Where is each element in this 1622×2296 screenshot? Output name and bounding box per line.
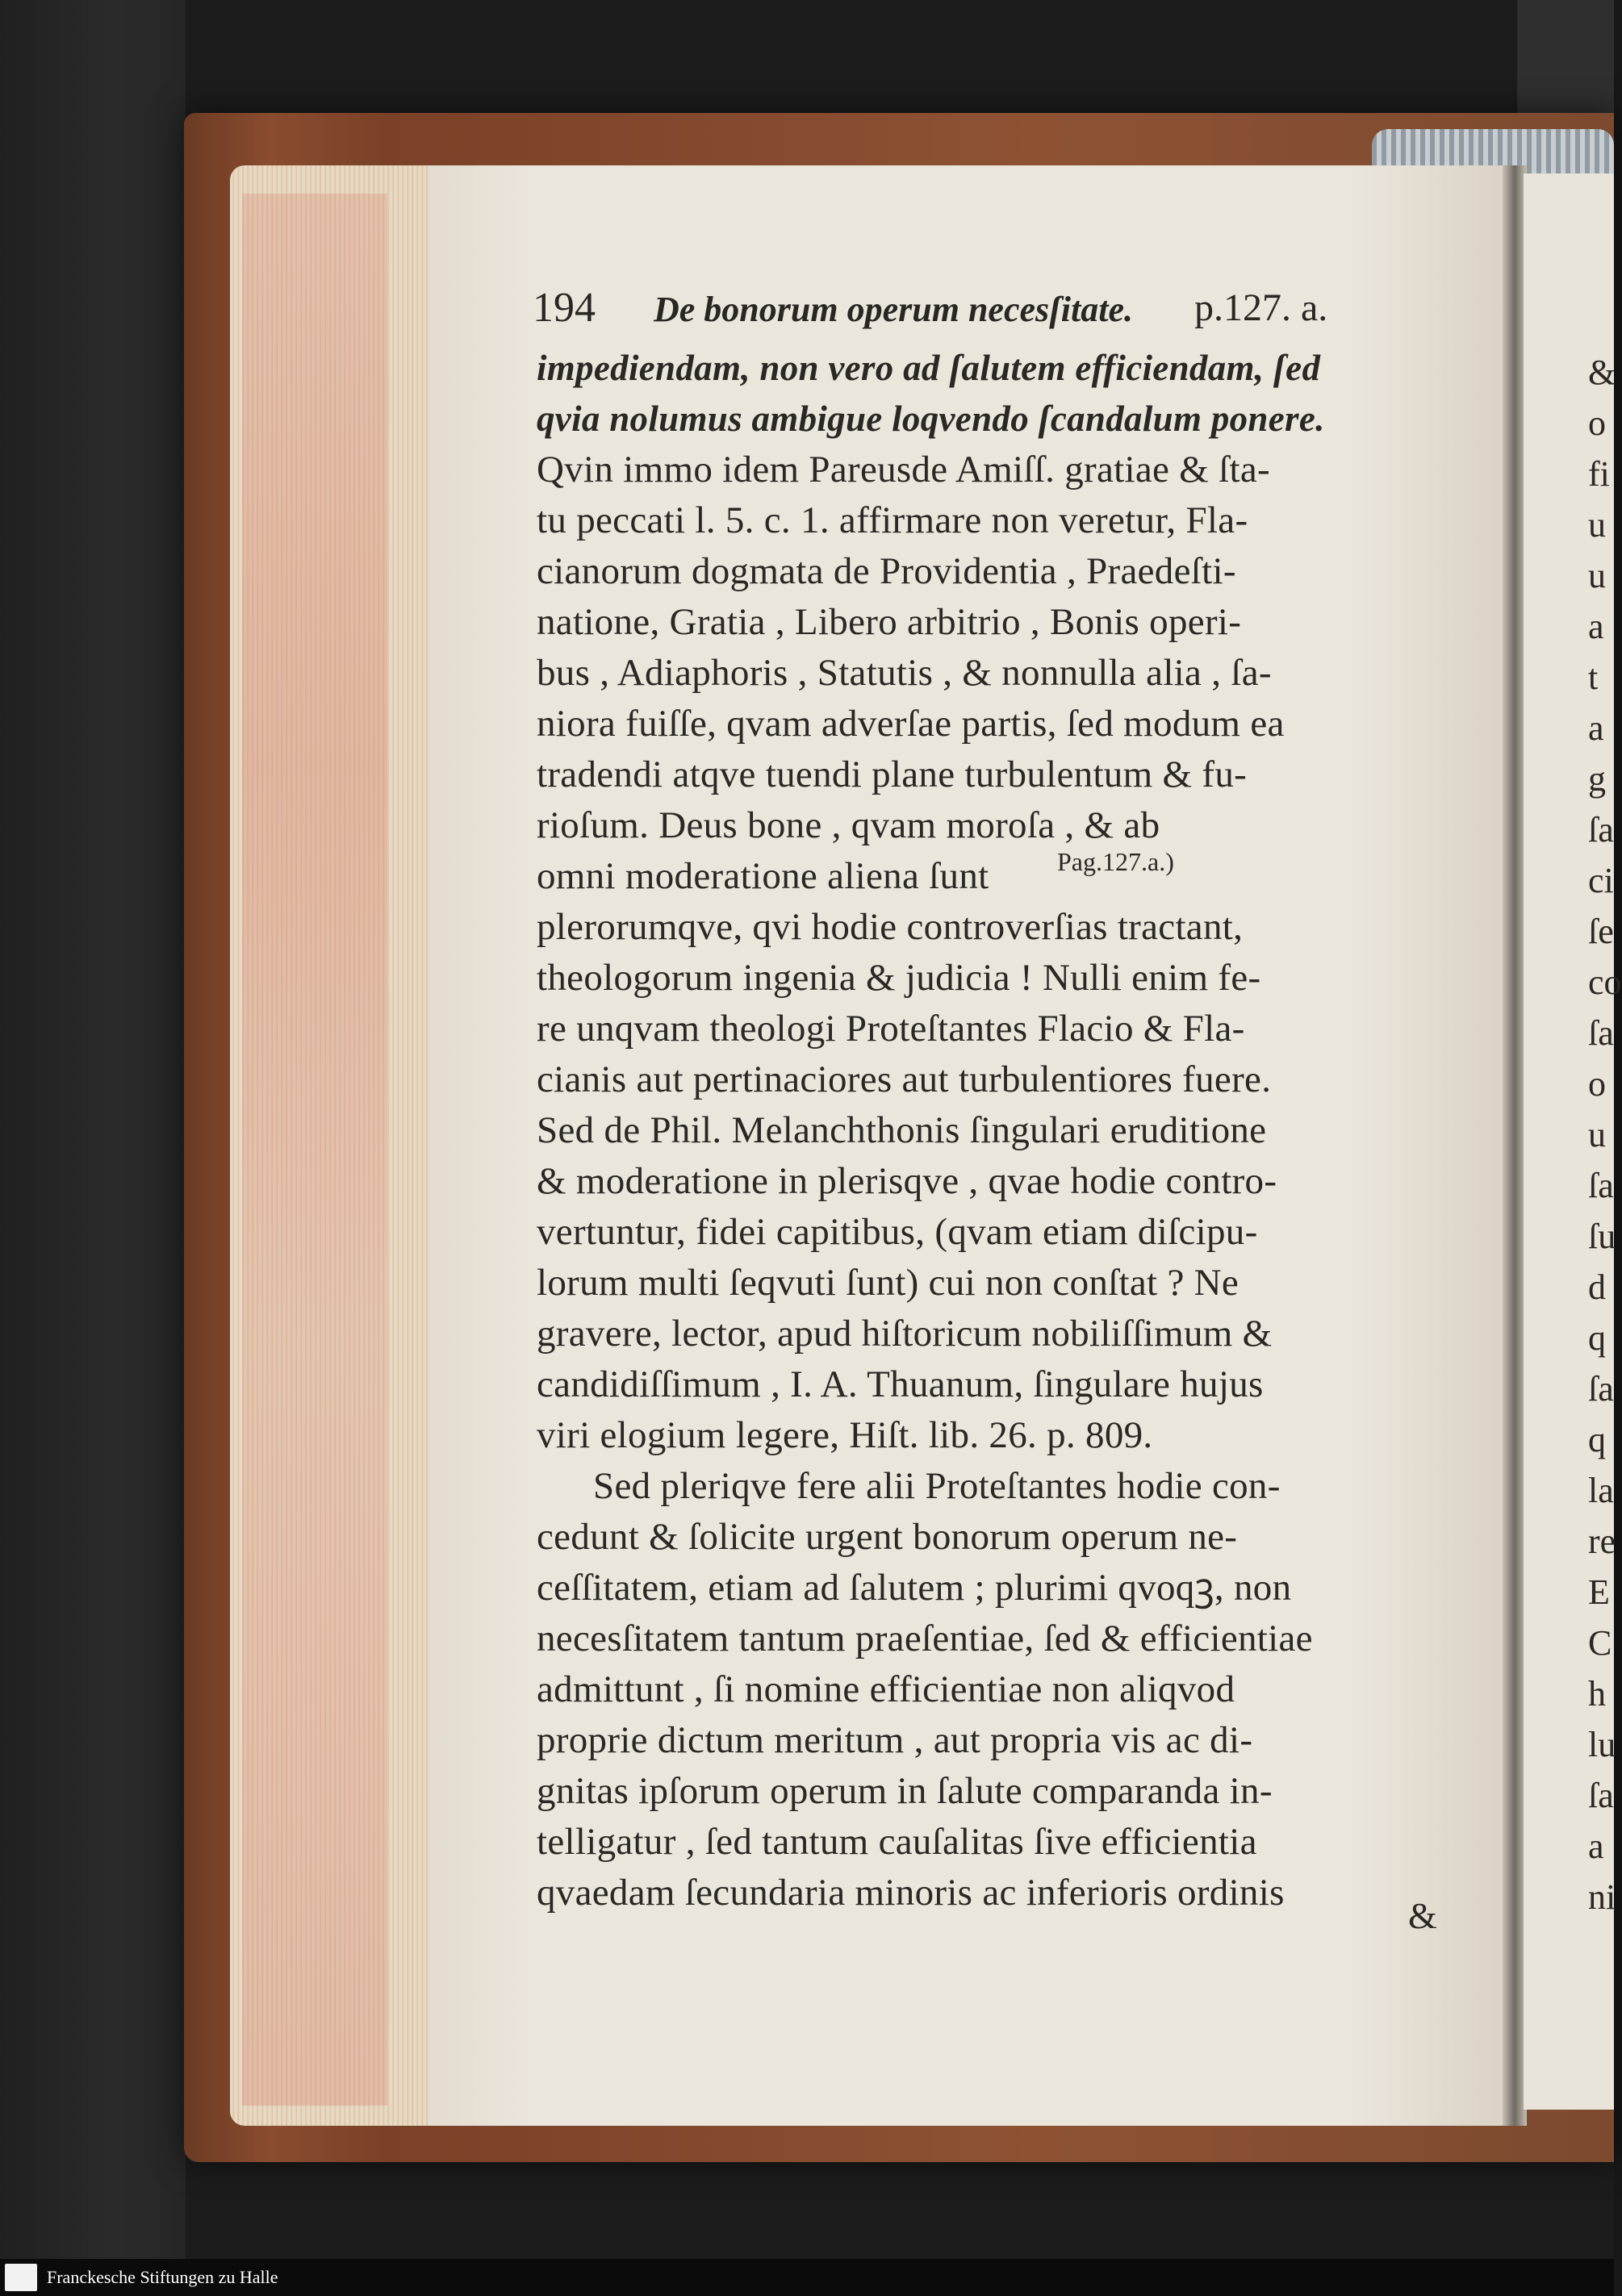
text-line: vertuntur, fidei capitibus, (qvam etiam diſcipu- — [537, 1211, 1258, 1253]
fragment-letter: a — [1588, 1826, 1604, 1866]
text-line: proprie dictum meritum , aut propria vis ac di- — [537, 1719, 1253, 1761]
fragment-letter: C — [1588, 1623, 1612, 1663]
fragment-letter: o — [1588, 403, 1606, 443]
fragment-letter: u — [1588, 556, 1606, 595]
text-line: Qvin immo idem Pareusde Amiſſ. gratiae & ſta- — [537, 449, 1270, 491]
fragment-letter: ci — [1588, 861, 1614, 900]
footer-institution: Franckesche Stiftungen zu Halle — [47, 2267, 278, 2287]
fragment-letter: a — [1588, 607, 1604, 646]
footer-bar — [0, 2259, 1614, 2296]
text-line: viri elogium legere, Hiſt. lib. 26. p. 809. — [537, 1414, 1153, 1456]
text-line: qvaedam ſecundaria minoris ac inferioris ordinis — [537, 1872, 1285, 1914]
fragment-letter: re — [1588, 1522, 1616, 1561]
fragment-letter: ſa — [1588, 1166, 1614, 1205]
text-line: re unqvam theologi Proteſtantes Flacio & Fla- — [537, 1008, 1245, 1050]
text-line: tu peccati l. 5. c. 1. affirmare non veretur, Fla- — [537, 499, 1248, 541]
fragment-letter: & — [1588, 353, 1616, 392]
text-line: gnitas ipſorum operum in ſalute comparanda in- — [537, 1770, 1273, 1812]
fragment-letter: ſu — [1588, 1217, 1616, 1256]
text-line: rioſum. Deus bone , qvam moroſa , & ab — [537, 804, 1160, 846]
fragment-letter: d — [1588, 1267, 1606, 1307]
catchword: & — [1408, 1895, 1437, 1936]
text-line: cianis aut pertinaciores aut turbulentiores fuere. — [537, 1058, 1272, 1100]
fragment-letter: q — [1588, 1420, 1606, 1459]
text-line: natione, Gratia , Libero arbitrio , Bonis operi- — [537, 601, 1242, 643]
text-line: Sed de Phil. Melanchthonis ſingulari eruditione — [537, 1109, 1267, 1151]
text-line: bus , Adiaphoris , Statutis , & nonnulla alia , ſa- — [537, 652, 1272, 694]
fragment-letter: ſa — [1588, 810, 1614, 850]
fragment-letter: u — [1588, 505, 1606, 545]
page-number: 194 — [533, 285, 596, 331]
fragment-letter: u — [1588, 1115, 1606, 1154]
fragment-letter: t — [1588, 657, 1599, 697]
page-header — [533, 284, 1364, 340]
fragment-letter: ni — [1588, 1877, 1616, 1917]
adjacent-book — [1517, 0, 1614, 121]
fragment-letter: fi — [1588, 454, 1610, 494]
fragment-letter: o — [1588, 1064, 1606, 1104]
text-line: candidiſſimum , I. A. Thuanum, ſingulare hujus — [537, 1363, 1264, 1405]
red-sprinkled-edge — [242, 194, 387, 2106]
text-line: tradendi atqve tuendi plane turbulentum & fu- — [537, 754, 1248, 795]
text-line: & moderatione in plerisqve , qvae hodie contro- — [537, 1160, 1277, 1202]
text-line: plerorumqve, qvi hodie controverſias tractant, — [537, 906, 1244, 948]
fragment-letter: q — [1588, 1318, 1606, 1358]
fragment-letter: lu — [1588, 1725, 1616, 1764]
text-line: gravere, lector, apud hiſtoricum nobiliſſimum & — [537, 1313, 1273, 1355]
text-line: niora fuiſſe, qvam adverſae partis, ſed modum ea — [537, 703, 1285, 745]
fragment-letter: a — [1588, 708, 1604, 748]
text-line: cianorum dogmata de Providentia , Praedeſti- — [537, 550, 1236, 592]
body-text — [537, 343, 1465, 1918]
text-line: telligatur , ſed tantum cauſalitas ſive efficientia — [537, 1821, 1257, 1863]
fragment-letter: co — [1588, 962, 1622, 1002]
text-line: lorum multi ſeqvuti ſunt) cui non conſtat ? Ne — [537, 1262, 1239, 1304]
text-line: ceſſitatem, etiam ad ſalutem ; plurimi qvoqꝫ, non — [537, 1567, 1292, 1609]
text-line: necesſitatem tantum praeſentiae, ſed & efficientiae — [537, 1618, 1313, 1659]
text-line: impediendam, non vero ad ſalutem efficiendam, ſed — [537, 348, 1321, 388]
fragment-letter: ſa — [1588, 1776, 1614, 1815]
fragment-letter: E — [1588, 1572, 1610, 1612]
text-line: admittunt , ſi nomine efficientiae non aliqvod — [537, 1668, 1235, 1710]
text-line: qvia nolumus ambigue loqvendo ſcandalum ponere. — [537, 399, 1325, 439]
fragment-letter: h — [1588, 1674, 1606, 1714]
inline-page-note: Pag.127.a.) — [1057, 847, 1174, 876]
fragment-letter: ſa — [1588, 1013, 1614, 1053]
institution-logo — [5, 2264, 37, 2291]
running-head: De bonorum operum necesſitate. — [654, 290, 1133, 329]
fragment-letter: ſa — [1588, 1369, 1614, 1409]
text-line: cedunt & ſolicite urgent bonorum operum ne- — [537, 1516, 1238, 1558]
text-line: theologorum ingenia & judicia ! Nulli enim fe- — [537, 957, 1261, 999]
text-line: Sed pleriqve fere alii Proteſtantes hodie con- — [593, 1465, 1281, 1507]
dark-backdrop — [0, 0, 186, 2259]
fragment-letter: ſe — [1588, 912, 1614, 951]
fragment-letter: g — [1588, 759, 1606, 799]
right-page-text-fragment — [1588, 347, 1620, 1922]
fragment-letter: la — [1588, 1471, 1614, 1510]
text-line: omni moderatione aliena ſunt — [537, 855, 989, 897]
page-reference: p.127. a. — [1194, 286, 1328, 329]
